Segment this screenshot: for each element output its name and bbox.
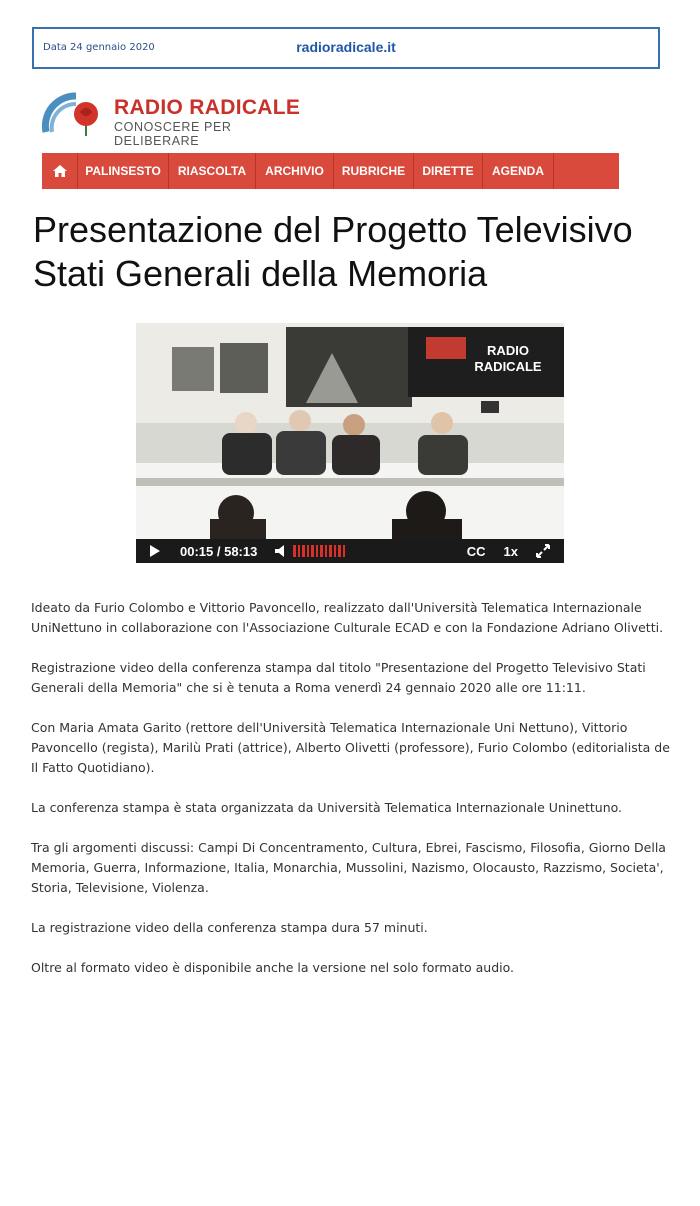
cc-button[interactable]: CC [466, 543, 486, 559]
volume-slider[interactable] [293, 545, 345, 557]
volume-icon[interactable] [275, 545, 285, 557]
nav-rubriche[interactable]: RUBRICHE [334, 153, 414, 189]
article-paragraph: Tra gli argomenti discussi: Campi Di Concentramento, Cultura, Ebrei, Fascismo, Filosofia, Giorno Della Memoria, Guerra, Informazione, Italia, Monarchia, Mussolini, Nazismo, Olocausto, Razzismo, Societa', Storia, Televisione, Violenza. [31, 840, 666, 895]
date-label: Data 24 gennaio 2020 [43, 42, 155, 53]
nav-dirette[interactable]: DIRETTE [414, 153, 483, 189]
site-link[interactable]: radioradicale.it [296, 39, 396, 55]
nav-riascolta[interactable]: RIASCOLTA [169, 153, 256, 189]
article-paragraph: La registrazione video della conferenza stampa dura 57 minuti. [31, 920, 428, 935]
play-icon[interactable] [150, 545, 160, 557]
nav-palinsesto[interactable]: PALINSESTO [78, 153, 169, 189]
video-controls [136, 539, 564, 563]
rose-icon [42, 92, 112, 138]
video-time: 00:15 / 58:13 [180, 543, 258, 559]
article-paragraph: La conferenza stampa è stata organizzata da Università Telematica Internazionale Uninettuno. [31, 800, 623, 815]
article-paragraph: Registrazione video della conferenza stampa dal titolo "Presentazione del Progetto Televisivo Stati Generali della Memoria" che si è tenuta a Roma venerdì 24 gennaio 2020 alle ore 11:11. [31, 660, 646, 695]
top-bar [32, 27, 660, 69]
video-player[interactable] [136, 323, 564, 563]
logo-name: RADIO RADICALE [114, 96, 301, 119]
watermark-line2: RADICALE [474, 359, 542, 374]
main-nav [42, 153, 619, 189]
video-frame [136, 323, 564, 539]
page-title: Presentazione del Progetto Televisivo Stati Generali della Memoria [33, 209, 633, 294]
speed-button[interactable]: 1x [503, 543, 518, 559]
nav-agenda[interactable]: AGENDA [483, 153, 554, 189]
site-logo[interactable] [42, 92, 302, 148]
article-paragraph: Ideato da Furio Colombo e Vittorio Pavoncello, realizzato dall'Università Telematica Internazionale UniNettuno in collaborazione con l'Associazione Culturale ECAD e con la Fondazione Adriano Olivetti. [31, 600, 664, 635]
home-icon [53, 165, 67, 177]
watermark-line1: RADIO [487, 343, 529, 358]
article-paragraph: Oltre al formato video è disponibile anche la versione nel solo formato audio. [31, 960, 515, 975]
article-paragraph: Con Maria Amata Garito (rettore dell'Università Telematica Internazionale Uni Nettuno), Vittorio Pavoncello (regista), Marilù Prati (attrice), Alberto Olivetti (professore), Furio Colombo (editorialista de Il Fatto Quotidiano). [31, 720, 670, 775]
nav-archivio[interactable]: ARCHIVIO [256, 153, 334, 189]
fullscreen-icon[interactable] [536, 544, 550, 558]
article-body [31, 598, 671, 998]
nav-home[interactable] [42, 153, 78, 189]
logo-tagline: CONOSCERE PER DELIBERARE [114, 120, 232, 148]
